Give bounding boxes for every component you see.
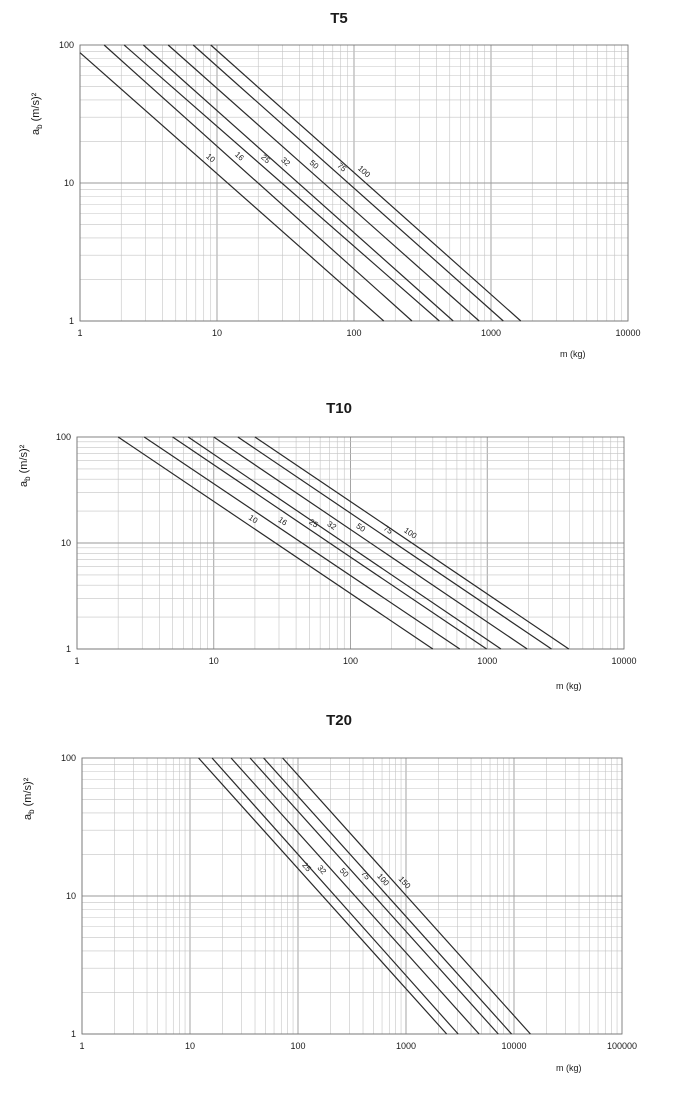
plot-t5 — [0, 0, 678, 370]
y-axis-label-symbol: a — [18, 480, 30, 487]
y-axis-label-unit: (m/s)² — [22, 777, 34, 807]
series-label: 100 — [402, 525, 419, 541]
y-axis-label-symbol: a — [22, 813, 34, 820]
y-tick-label: 1 — [68, 316, 74, 326]
x-axis-label: m (kg) — [556, 681, 582, 691]
series-label: 50 — [354, 521, 367, 534]
series-label: 100 — [356, 163, 372, 180]
x-axis-label: m (kg) — [556, 1063, 582, 1073]
y-axis-label-symbol: a — [30, 128, 42, 135]
chart-t20 — [0, 710, 678, 1093]
series-label: 16 — [233, 149, 246, 163]
x-tick-label: 10000 — [611, 656, 637, 666]
x-tick-label: 10000 — [501, 1041, 527, 1051]
x-tick-label: 100000 — [606, 1041, 638, 1051]
chart-title: T5 — [330, 10, 348, 27]
series-label: 75 — [359, 868, 372, 882]
y-axis-label-subscript: b — [27, 809, 37, 814]
x-tick-label: 100 — [290, 1041, 306, 1051]
chart-t10 — [0, 370, 678, 710]
series-label: 100 — [375, 871, 391, 888]
series-label: 150 — [396, 874, 413, 891]
x-tick-label: 1 — [77, 328, 83, 338]
series-label: 16 — [276, 515, 289, 528]
series-line — [80, 53, 384, 321]
y-axis-label-unit: (m/s)² — [30, 92, 42, 122]
x-tick-label: 100 — [342, 656, 359, 666]
x-tick-label: 1 — [74, 656, 80, 666]
series-label: 75 — [335, 160, 349, 174]
grid — [80, 45, 628, 321]
series-label: 25 — [307, 517, 320, 530]
y-tick-label: 100 — [60, 753, 76, 763]
series-label: 25 — [300, 860, 313, 874]
x-tick-label: 10000 — [615, 328, 641, 338]
x-tick-label: 1 — [79, 1041, 85, 1051]
chart-title: T20 — [326, 712, 352, 729]
y-tick-label: 100 — [55, 432, 71, 442]
y-tick-label: 10 — [63, 178, 74, 188]
series-label: 32 — [279, 155, 292, 169]
chart-title: T10 — [326, 400, 352, 417]
plot-t20 — [0, 710, 678, 1093]
y-tick-label: 10 — [60, 538, 71, 548]
x-tick-label: 1000 — [480, 328, 502, 338]
x-tick-label: 10 — [184, 1041, 196, 1051]
x-tick-label: 1000 — [395, 1041, 417, 1051]
y-axis-label-subscript: b — [35, 124, 45, 129]
y-tick-label: 1 — [70, 1029, 76, 1039]
grid — [77, 437, 624, 649]
y-tick-label: 1 — [65, 644, 71, 654]
series-label: 10 — [204, 151, 217, 165]
x-tick-label: 10 — [208, 656, 219, 666]
plot-t10 — [0, 370, 678, 710]
grid — [82, 758, 622, 1034]
chart-t5 — [0, 0, 678, 370]
series-label: 25 — [259, 152, 272, 166]
series-label: 32 — [325, 519, 338, 532]
series-label: 50 — [337, 866, 351, 879]
y-axis-label-subscript: b — [23, 476, 33, 481]
series-label: 10 — [246, 512, 260, 526]
y-axis-label-unit: (m/s)² — [18, 444, 30, 474]
x-axis-label: m (kg) — [560, 349, 586, 359]
x-tick-label: 10 — [211, 328, 223, 338]
y-tick-label: 100 — [58, 40, 74, 50]
series-label: 50 — [307, 158, 321, 171]
y-tick-label: 10 — [65, 891, 76, 901]
x-tick-label: 100 — [346, 328, 362, 338]
series-label: 75 — [381, 523, 395, 537]
x-tick-label: 1000 — [477, 656, 498, 666]
series-label: 32 — [315, 863, 329, 877]
